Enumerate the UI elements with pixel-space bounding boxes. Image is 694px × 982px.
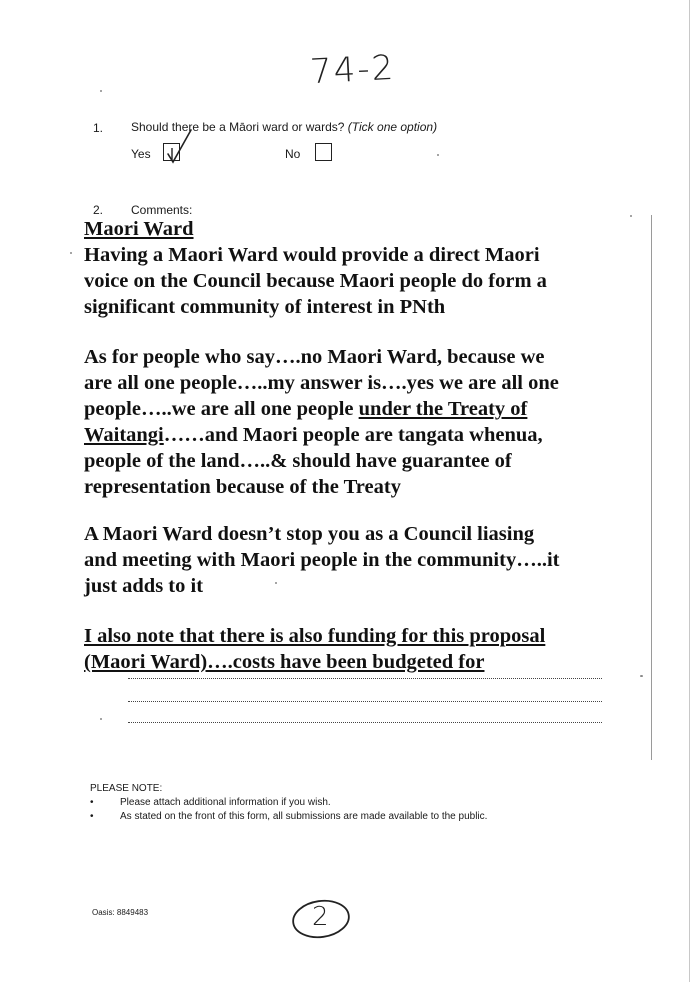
comment-underlined-text: Waitangi [84,424,164,446]
handwritten-reference-number: 74-2 [309,47,397,93]
no-checkbox[interactable] [315,143,332,161]
comment-line: significant community of interest in PNth [84,296,446,318]
comment-line [84,422,543,448]
scan-speck [640,675,643,677]
scan-speck [630,215,632,217]
comment-line: representation because of the Treaty [84,476,401,498]
comment-line: A Maori Ward doesn’t stop you as a Council liasing [84,523,535,545]
scan-speck [100,90,102,92]
page-edge-line [651,215,652,760]
comment-heading: Maori Ward [84,218,194,240]
comment-line: (Maori Ward)….costs have been budgeted for [84,651,485,673]
question-1-instruction: (Tick one option) [347,120,438,134]
scan-speck [437,154,439,156]
comment-line: are all one people…..my answer is….yes we are all one [84,372,559,394]
no-option-label: No [285,147,301,161]
note-item: As stated on the front of this form, all submissions are made available to the public. [120,811,488,822]
scan-speck [275,582,277,584]
answer-dotted-line [128,678,602,679]
note-item: Please attach additional information if you wish. [120,797,331,808]
yes-option-label: Yes [131,147,151,161]
question-2-label: Comments: [131,203,193,217]
question-1-label: Should there be a Māori ward or wards? [131,120,345,134]
page-number: 2 [312,902,329,932]
bullet-icon: • [90,811,94,822]
handwritten-tick-icon [160,126,200,172]
oasis-reference: Oasis: 8849483 [92,908,149,917]
scan-speck [70,252,72,254]
answer-dotted-line [128,701,602,702]
comment-line: Having a Maori Ward would provide a direct Maori [84,244,540,266]
scan-speck [100,718,102,720]
comment-line: As for people who say….no Maori Ward, because we [84,346,545,368]
question-2-number: 2. [93,203,104,217]
comment-line: I also note that there is also funding for this proposal [84,625,546,647]
comment-line [84,396,527,422]
comment-text: ……and Maori people are tangata whenua, [163,424,543,446]
circled-page-number [290,897,352,941]
bullet-icon: • [90,797,94,808]
comment-line: voice on the Council because Maori people do form a [84,270,547,292]
comment-line: people of the land…..& should have guarantee of [84,450,512,472]
comment-line: just adds to it [84,575,204,597]
page-edge-line [689,0,690,982]
comment-underlined-text: under the Treaty of [358,398,528,420]
answer-dotted-line [128,722,602,723]
question-1-number: 1. [93,121,104,135]
comment-text: people…..we are all one people [84,398,359,420]
comment-line: and meeting with Maori people in the community…..it [84,549,560,571]
please-note-title: PLEASE NOTE: [90,783,163,794]
